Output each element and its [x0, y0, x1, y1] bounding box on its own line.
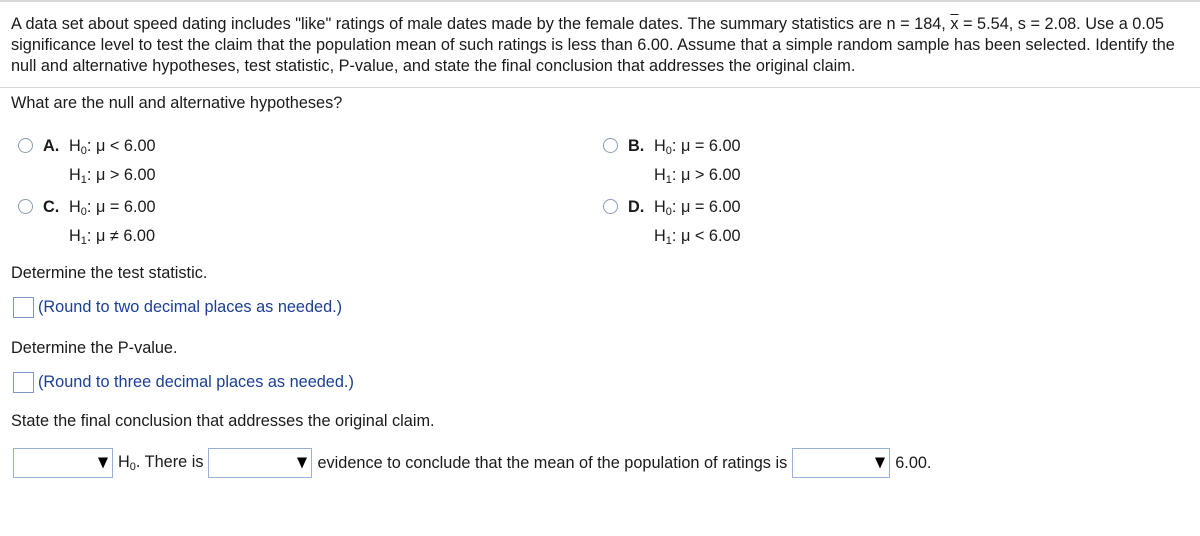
section-divider [0, 87, 1200, 88]
test-statistic-row [13, 297, 342, 318]
conclusion-text-3: 6.00. [895, 453, 932, 472]
hypotheses: $H_0$: μ = 6.00 $H_1$: μ ≠ 6.00 [69, 198, 156, 247]
problem-statement: A data set about speed dating includes "like" ratings of male dates made by the female dates. The summary statistics are n = 184, $\overline{x} = 5.54$, s = 2.08. Use a 0.05 significance level to test the claim that the population mean of such ratings is less than 6.00. Assume that a simple random sample has been selected. Identify the null and alternative hypotheses, test statistic, P-value, and state the final conclusion that addresses the original claim. [11, 15, 1175, 75]
choice-letter: A. [43, 137, 60, 155]
test-statistic-input[interactable] [13, 297, 34, 318]
dropdown-arrow-icon [98, 458, 108, 469]
choice-b[interactable] [603, 137, 741, 192]
radio-c[interactable] [18, 199, 33, 214]
choice-d[interactable] [603, 198, 741, 253]
conclusion-text-1: $H_0$. There is [118, 453, 204, 473]
h0-value: μ = 6.00 [95, 198, 156, 216]
radio-a[interactable] [18, 138, 33, 153]
choice-c[interactable] [18, 198, 156, 253]
hypotheses: $H_0$: μ < 6.00 $H_1$: μ > 6.00 [69, 137, 156, 186]
choice-letter: B. [628, 137, 645, 155]
p-value-input[interactable] [13, 372, 34, 393]
choice-a[interactable] [18, 137, 156, 192]
choice-letter: C. [43, 198, 60, 216]
dropdown-arrow-icon [297, 458, 307, 469]
h1-value: μ < 6.00 [680, 227, 741, 245]
h0-value: μ < 6.00 [95, 137, 156, 155]
rounding-hint: (Round to two decimal places as needed.) [38, 298, 343, 316]
choice-letter: D. [628, 198, 645, 216]
hypotheses: $H_0$: μ = 6.00 $H_1$: μ > 6.00 [654, 137, 741, 186]
h1-value: μ ≠ 6.00 [95, 227, 156, 245]
question-p-value: Determine the P-value. [11, 339, 178, 357]
radio-d[interactable] [603, 199, 618, 214]
radio-b[interactable] [603, 138, 618, 153]
h1-value: μ > 6.00 [680, 166, 741, 184]
h0-value: μ = 6.00 [680, 198, 741, 216]
p-value-row [13, 372, 354, 393]
evidence-dropdown[interactable] [208, 448, 312, 478]
hypotheses: $H_0$: μ = 6.00 $H_1$: μ < 6.00 [654, 198, 741, 247]
question-hypotheses: What are the null and alternative hypotheses? [11, 94, 343, 112]
question-conclusion: State the final conclusion that addresses the original claim. [11, 412, 435, 430]
comparison-dropdown[interactable] [792, 448, 890, 478]
h0-value: μ = 6.00 [680, 137, 741, 155]
conclusion-row [13, 448, 936, 478]
conclusion-text-2: evidence to conclude that the mean of the population of ratings is [317, 453, 788, 472]
top-rule [0, 0, 1200, 2]
dropdown-arrow-icon [875, 458, 885, 469]
x-bar-symbol: $\overline{x}$ [950, 15, 959, 33]
question-test-statistic: Determine the test statistic. [11, 264, 208, 282]
decision-dropdown[interactable] [13, 448, 113, 478]
h1-value: μ > 6.00 [95, 166, 156, 184]
rounding-hint: (Round to three decimal places as needed.) [38, 373, 354, 391]
